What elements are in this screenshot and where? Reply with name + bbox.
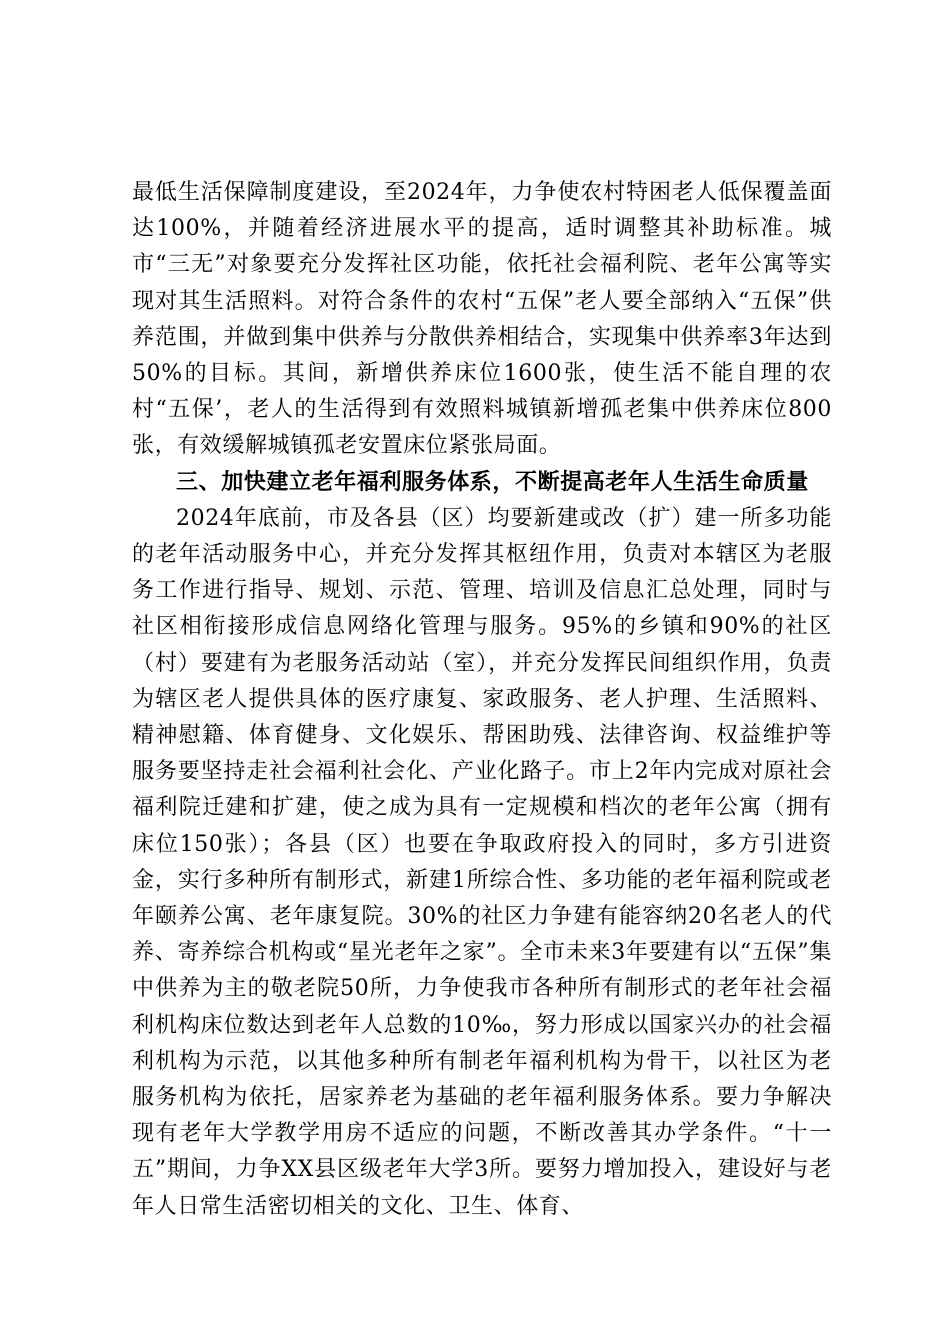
section-heading-3: 三、加快建立老年福利服务体系，不断提高老年人生活生命质量 [176,469,809,495]
document-body [132,175,832,1225]
paragraph-elderly-welfare-service: 2024年底前，市及各县（区）均要新建或改（扩）建一所多功能的老年活动服务中心，并充分发挥其枢纽作用，负责对本辖区为老服务工作进行指导、规划、示范、管理、培训及信息汇总处理，同时与社区相衔接形成信息网络化管理与服务。95%的乡镇和90%的社区（村）要建有为老服务活动站（室），并充分发挥民间组织作用，负责为辖区老人提供具体的医疗康复、家政服务、老人护理、生活照料、精神慰籍、体育健身、文化娱乐、帮困助残、法律咨询、权益维护等服务要坚持走社会福利社会化、产业化路子。市上2年内完成对原社会福利院迁建和扩建，使之成为具有一定规模和档次的老年公寓（拥有床位150张）；各县（区）也要在争取政府投入的同时，多方引进资金，实行多种所有制形式，新建1所综合性、多功能的老年福利院或老年颐养公寓、老年康复院。30%的社区力争建有能容纳20名老人的代养、寄养综合机构或“星光老年之家”。全市未来3年要建有以“五保”集中供养为主的敬老院50所，力争使我市各种所有制形式的老年社会福利机构床位数达到老年人总数的10‰，努力形成以国家兴办的社会福利机构为示范，以其他多种所有制老年福利机构为骨干，以社区为老服务机构为依托，居家养老为基础的老年福利服务体系。要力争解决现有老年大学教学用房不适应的问题，不断改善其办学条件。“十一五”期间，力争XX县区级老年大学3所。要努力增加投入，建设好与老年人日常生活密切相关的文化、卫生、体育、 [132,505,832,1219]
paragraph-continuation: 最低生活保障制度建设，至2024年，力争使农村特困老人低保覆盖面达100%，并随着经济进展水平的提高，适时调整其补助标准。城市“三无”对象要充分发挥社区功能，依托社会福利院、老年公寓等实现对其生活照料。对符合条件的农村“五保”老人要全部纳入“五保”供养范围，并做到集中供养与分散供养相结合，实现集中供养率3年达到50%的目标。其间，新增供养床位1600张，使生活不能自理的农村“五保’，老人的生活得到有效照料城镇新增孤老集中供养床位800张，有效缓解城镇孤老安置床位紧张局面。 [132,180,832,459]
